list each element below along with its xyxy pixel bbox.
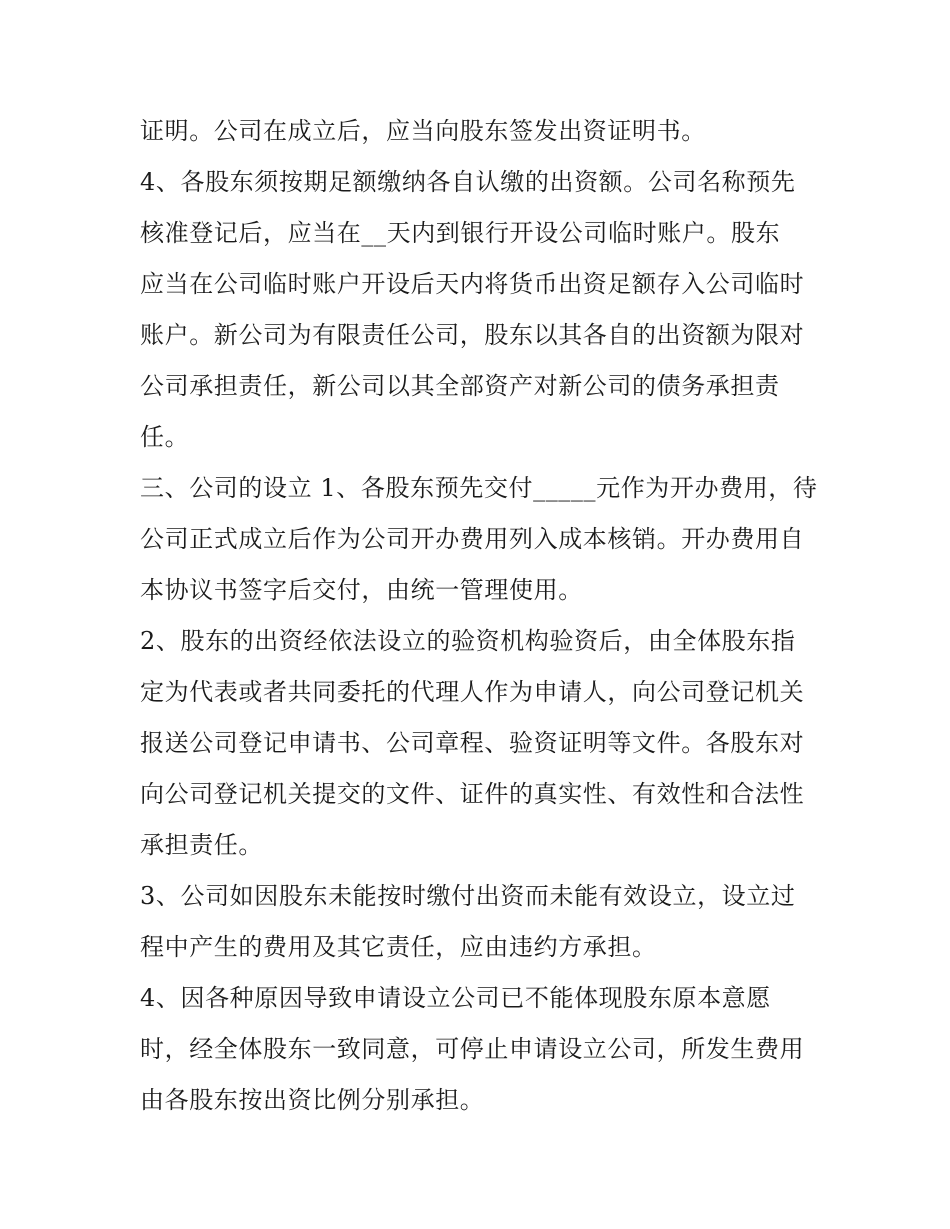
text-line: 3、公司如因股东未能按时缴付出资而未能有效设立，设立过: [140, 882, 796, 910]
text-line: 2、股东的出资经依法设立的验资机构验资后，由全体股东指: [140, 627, 796, 655]
text-line: 应当在公司临时账户开设后天内将货币出资足额存入公司临时: [140, 270, 805, 298]
text-line: 由各股东按出资比例分别承担。: [140, 1086, 485, 1114]
text-line: 定为代表或者共同委托的代理人作为申请人，向公司登记机关: [140, 678, 805, 706]
text-line: 承担责任。: [140, 831, 263, 859]
text-line: 程中产生的费用及其它责任，应由违约方承担。: [140, 933, 657, 961]
text-line: 三、公司的设立 1、各股东预先交付_____元作为开办费用，待: [140, 474, 818, 502]
text-line: 证明。公司在成立后，应当向股东签发出资证明书。: [140, 117, 706, 145]
text-line: 核准登记后，应当在__天内到银行开设公司临时账户。股东: [140, 219, 781, 247]
text-line: 公司承担责任，新公司以其全部资产对新公司的债务承担责: [140, 372, 780, 400]
text-line: 任。: [140, 423, 190, 451]
text-line: 时，经全体股东一致同意，可停止申请设立公司，所发生费用: [140, 1035, 805, 1063]
text-line: 向公司登记机关提交的文件、证件的真实性、有效性和合法性: [140, 780, 805, 808]
text-line: 账户。新公司为有限责任公司，股东以其各自的出资额为限对: [140, 321, 805, 349]
text-line: 4、因各种原因导致申请设立公司已不能体现股东原本意愿: [140, 984, 771, 1012]
text-line: 4、各股东须按期足额缴纳各自认缴的出资额。公司名称预先: [140, 168, 796, 196]
text-line: 报送公司登记申请书、公司章程、验资证明等文件。各股东对: [140, 729, 805, 757]
document-body: [140, 106, 820, 1126]
text-line: 公司正式成立后作为公司开办费用列入成本核销。开办费用自: [140, 525, 805, 553]
text-line: 本协议书签字后交付，由统一管理使用。: [140, 576, 583, 604]
